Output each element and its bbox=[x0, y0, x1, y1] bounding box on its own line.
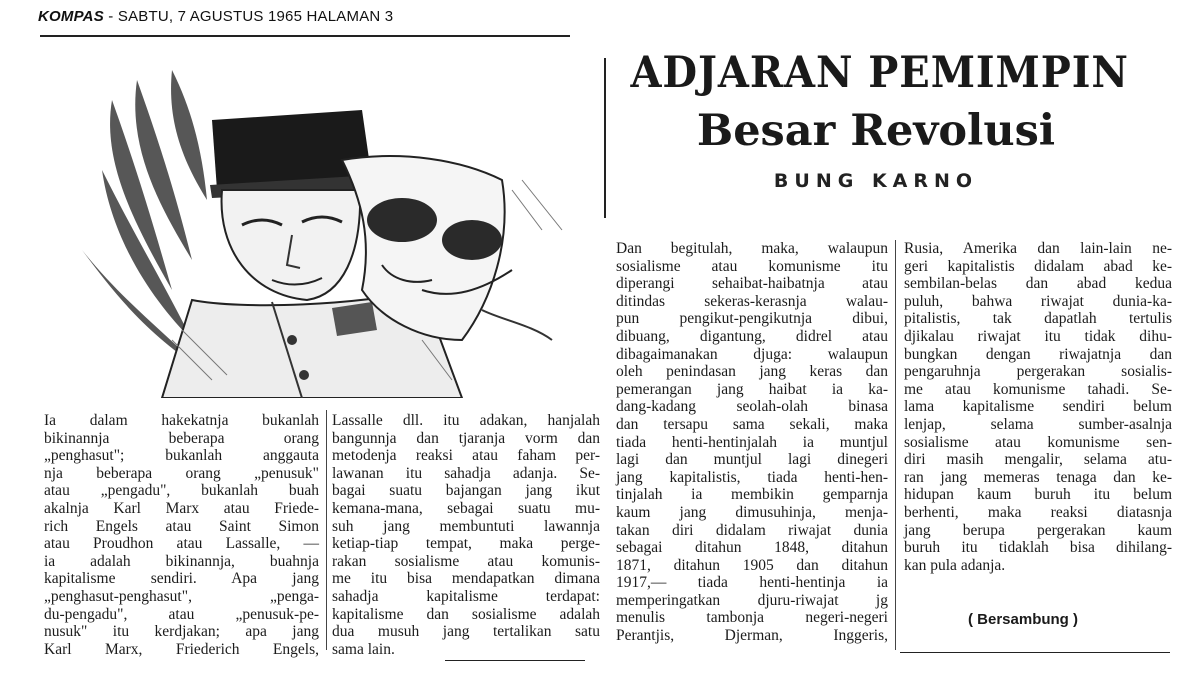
headline-line-1: ADJARAN PEMIMPIN bbox=[630, 48, 1129, 98]
text-line: metodenja reaksi atau faham per- bbox=[332, 447, 600, 465]
continued-label: ( Bersambung ) bbox=[968, 611, 1079, 628]
text-line: dibuang, digantung, didrel atau bbox=[616, 327, 888, 345]
article-headline bbox=[612, 48, 1140, 192]
text-line: tinjalah ia membikin gemparnja bbox=[616, 486, 888, 504]
text-line: atau „pengadu", bukanlah buah bbox=[44, 482, 319, 500]
text-line: sebagai ditahun 1848, ditahun bbox=[616, 539, 888, 557]
text-line: berhenti, maka reaksi diatasnja bbox=[904, 503, 1172, 521]
text-line: pemerangan jang haibat ia ka- bbox=[616, 380, 888, 398]
text-line: ran jang memeras tenaga dan ke- bbox=[904, 468, 1172, 486]
text-line: suh jang membuntuti lawannja bbox=[332, 517, 600, 535]
article-column-3 bbox=[616, 240, 888, 645]
text-line: kapitalisme sendiri. Apa jang bbox=[44, 570, 319, 588]
text-line: lama kapitalisme sendiri belum bbox=[904, 398, 1172, 416]
text-line: menulis tambonja negeri-negeri bbox=[616, 609, 888, 627]
text-line: memperingatkan djuru-riwajat jg bbox=[616, 591, 888, 609]
text-line: „penghasut-penghasut", „penga- bbox=[44, 587, 319, 605]
text-line: buruh itu tidaklah bisa dihilang- bbox=[904, 539, 1172, 557]
text-line: sahadja kapitalisme terdapat: bbox=[332, 587, 600, 605]
text-line: kapitalisme dan sosialisme adalah bbox=[332, 605, 600, 623]
text-line: bikinannja beberapa orang bbox=[44, 429, 319, 447]
newspaper-name: KOMPAS bbox=[38, 8, 104, 25]
text-line: ia adalah bikinannja, buahnja bbox=[44, 552, 319, 570]
text-line: me atau komunisme tahadi. Se- bbox=[904, 380, 1172, 398]
bottom-rule-right bbox=[900, 652, 1170, 653]
text-line: „penghasut"; bukanlah anggauta bbox=[44, 447, 319, 465]
portrait-illustration bbox=[42, 40, 592, 398]
text-line: pengaruhnja pergerakan sosialis- bbox=[904, 363, 1172, 381]
article-column-2 bbox=[332, 412, 600, 658]
text-line: sosialisme atau komunisme sen- bbox=[904, 433, 1172, 451]
text-line: atau Proudhon atau Lassalle, — bbox=[44, 535, 319, 553]
text-line: pun pengikut-pengikutnja dibui, bbox=[616, 310, 888, 328]
text-line: tiada henti-hentinjalah ia muntjul bbox=[616, 433, 888, 451]
text-line: takan diri didalam riwajat dunia bbox=[616, 521, 888, 539]
text-line: nusuk" itu kerdjakan; apa jang bbox=[44, 623, 319, 641]
text-line: pitalistis, tak dapatlah tertulis bbox=[904, 310, 1172, 328]
text-line: kan pula adanja. bbox=[904, 556, 1006, 574]
text-line: bungkan dengan riwajatnja dan bbox=[904, 345, 1172, 363]
column-rule-1 bbox=[326, 410, 327, 650]
text-line: sembilan-belas dan abad kedua bbox=[904, 275, 1172, 293]
text-line: lawanan itu sahadja adanja. Se- bbox=[332, 464, 600, 482]
text-line: Lassalle dll. itu adakan, hanjalah bbox=[332, 412, 600, 429]
article-column-4 bbox=[904, 240, 1172, 574]
text-line: hidupan kaum buruh itu belum bbox=[904, 486, 1172, 504]
text-line: Dan begitulah, maka, walaupun bbox=[616, 240, 888, 257]
text-line: akalnja Karl Marx atau Friede- bbox=[44, 499, 319, 517]
text-line: dan tersapu sama sekali, maka bbox=[616, 415, 888, 433]
page-header bbox=[38, 8, 393, 25]
text-line: 1917,— tiada henti-hentinja ia bbox=[616, 574, 888, 592]
text-line: dua musuh jang tertalikan satu bbox=[332, 623, 600, 641]
byline: BUNG KARNO bbox=[773, 170, 979, 192]
text-line: oleh penindasan jang keras dan bbox=[616, 363, 888, 381]
text-line: me itu bisa mendapatkan dimana bbox=[332, 570, 600, 588]
text-line: lenjap, selama sumber-asalnja bbox=[904, 415, 1172, 433]
text-line: Ia dalam hakekatnja bukanlah bbox=[44, 412, 319, 429]
text-line: rakan sosialisme atau komunis- bbox=[332, 552, 600, 570]
text-line: 1871, ditahun 1905 dan ditahun bbox=[616, 556, 888, 574]
text-line: geri kapitalistis didalam abad ke- bbox=[904, 257, 1172, 275]
text-line: bagai suatu bajangan jang ikut bbox=[332, 482, 600, 500]
text-line: jang kapitalistis, tiada henti-hen- bbox=[616, 468, 888, 486]
text-line: du-pengadu", atau „penusuk-pe- bbox=[44, 605, 319, 623]
text-line: nja beberapa orang „penusuk" bbox=[44, 464, 319, 482]
headline-line-2: Besar Revolusi bbox=[696, 106, 1056, 156]
top-rule bbox=[40, 35, 570, 37]
article-column-1 bbox=[44, 412, 319, 658]
bottom-rule-left bbox=[445, 660, 585, 661]
text-line: Perantjis, Djerman, Inggeris, bbox=[616, 627, 888, 645]
text-line: sosialisme atau komunisme itu bbox=[616, 257, 888, 275]
text-line: jang berupa pergerakan kaum bbox=[904, 521, 1172, 539]
text-line: Karl Marx, Friederich Engels, bbox=[44, 640, 319, 658]
column-rule-3 bbox=[895, 240, 896, 650]
text-line: bangunnja dan tjaranja vorm dan bbox=[332, 429, 600, 447]
text-line: djikalau riwajat itu tidak dihu- bbox=[904, 327, 1172, 345]
page-date-label: - SABTU, 7 AGUSTUS 1965 HALAMAN 3 bbox=[103, 8, 394, 25]
text-line: Rusia, Amerika dan lain-lain ne- bbox=[904, 240, 1172, 257]
text-line: kemana-mana, sebagai suatu mu- bbox=[332, 499, 600, 517]
text-line: puluh, bahwa riwajat dunia-ka- bbox=[904, 292, 1172, 310]
text-line: diperangi sehaibat-haibatnja atau bbox=[616, 275, 888, 293]
text-line: lagi dan muntjul lagi dinegeri bbox=[616, 451, 888, 469]
text-line: ditindas sekeras-kerasnja walau- bbox=[616, 292, 888, 310]
text-line: diri masih mengalir, selama atu- bbox=[904, 451, 1172, 469]
text-line: kaum jang dimusuhinja, menja- bbox=[616, 503, 888, 521]
text-line: sama lain. bbox=[332, 640, 395, 658]
headline-left-rule bbox=[604, 58, 606, 218]
text-line: ketiap-tiap tempat, maka perge- bbox=[332, 535, 600, 553]
text-line: dang-kadang seolah-olah binasa bbox=[616, 398, 888, 416]
text-line: rich Engels atau Saint Simon bbox=[44, 517, 319, 535]
text-line: dibagaimanakan djuga: walaupun bbox=[616, 345, 888, 363]
